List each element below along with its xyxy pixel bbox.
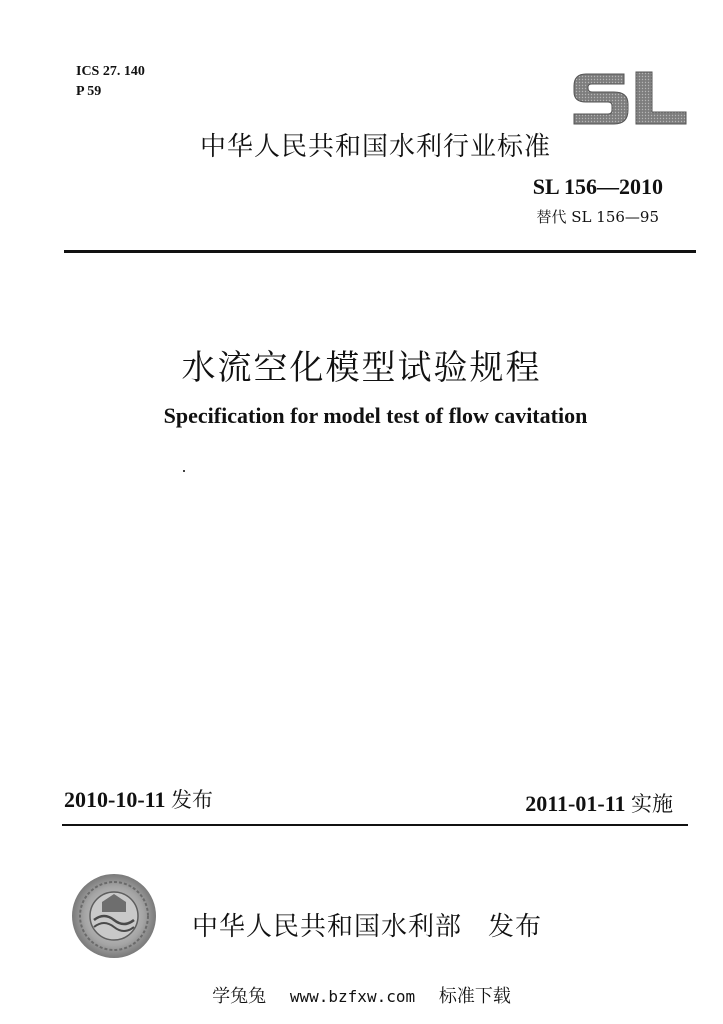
issuer-action: 发布 [488, 912, 543, 942]
ics-classification [76, 62, 145, 102]
issuer-line [192, 906, 542, 943]
footer-url-link[interactable]: www.bzfxw.com [289, 987, 416, 1006]
replaces-standard: 替代 SL 156—95 [536, 208, 659, 226]
industry-standard-title: 中华人民共和国水利行业标准 [200, 132, 552, 162]
issue-date [64, 784, 213, 814]
scan-speck [183, 470, 185, 472]
issue-date-label: 发布 [170, 788, 213, 812]
bottom-divider [62, 824, 688, 826]
document-title-chinese: 水流空化模型试验规程 [181, 348, 542, 388]
issuer-name: 中华人民共和国水利部 [192, 912, 463, 942]
effective-date [525, 788, 673, 818]
document-title-english: Specification for model test of flow cavitation [163, 403, 588, 428]
sl-logo-icon [572, 66, 688, 130]
footer-watermark [0, 982, 723, 1008]
issue-date-value: 2010-10-11 [64, 787, 166, 812]
classification-code: P 59 [76, 84, 102, 99]
footer-tagline: 标准下载 [438, 986, 511, 1007]
standard-number: SL 156—2010 [532, 174, 663, 199]
effective-date-value: 2011-01-11 [525, 791, 626, 816]
footer-site-name: 学兔兔 [212, 986, 267, 1007]
top-divider [64, 250, 696, 253]
ministry-emblem-icon [70, 872, 158, 960]
ics-code: ICS 27. 140 [76, 64, 145, 79]
effective-date-label: 实施 [631, 792, 673, 816]
